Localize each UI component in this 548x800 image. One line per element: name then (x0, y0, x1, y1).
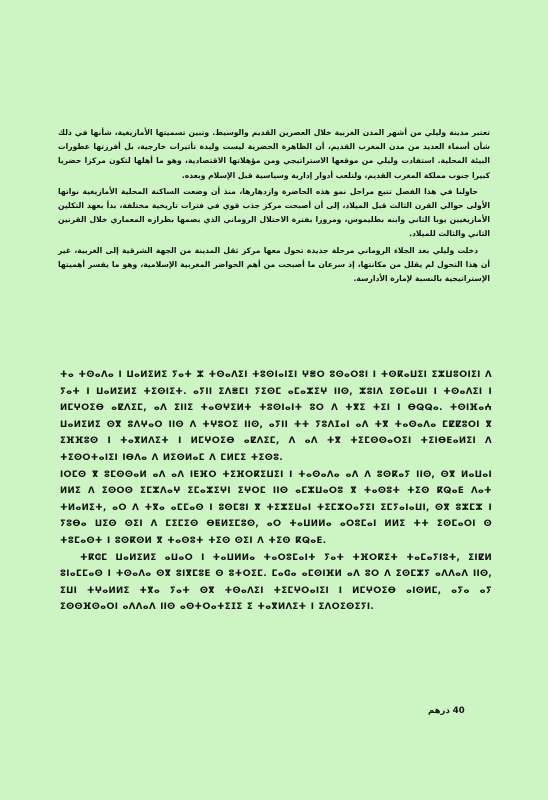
price-label: 40 درهم (428, 706, 465, 716)
arabic-text-block (58, 126, 490, 288)
tifinagh-text-block (60, 367, 492, 616)
tifinagh-paragraph-3: ⵜⴽⵛⵎ ⵡⴰⵍⵉⵍⵉ ⴰⵡⴰⵔ ⵏ ⵜⴰⵡⵍⵍⴰ ⵜⴰⵔⵓⵎⴰⵏⵜ ⵢⴰⵜ ⵜⴼⵔⴽⵉⵜ ⵜⴰⵎⴰⵢⵏⵓⵜ, ⵉⵏⵇⵍ ⵓⵏⴰⵎⵎⴰⵙ ⵏ ⵜⵙⴰⴷⴰ ⵙⴳ ⵓⵏⴳⵎⵓⴹ ⵙ ⵓⵜⵔⵉⵎ. ⵎⴰⵛⴰ ⴰⵎⵙⵏⴼⵍ ⴰⴷ ⵓⵔ ⴷ ⵉⵙⵎⵣⵢ ⴰⴷⴷⴰⴷ ⵏⵏⵙ, ⵉⵡⵏ ⵜⵖⴰⵍⵍⵉ ⵜⴳⴰ ⵢⴰⵜ ⵙⴳ ⵜⵙⴰⴷⵉⵏ ⵜⵉⵎⵖⵔⴰⵏⵉⵏ ⵏ ⵍⵎⵖⵔⵉⴱ ⴰⵏⵙⵍⵎ, ⴰⵢⴰ ⴰⵢ ⵉⵙⵙⴼⵙⴰⵔⵏ ⴰⴷⴷⴰⴷ ⵏⵏⵙ ⴰⵙⵜⵔⴰⵜⵉⵊⵉ ⵉ ⵜⴰⴳⵍⴷⵉⵜ ⵏ ⵉⴷⵔⵉⵙⵉⵢⵏ. (60, 552, 492, 613)
tifinagh-paragraph-1: ⵜⴰ ⵜⵙⴰⴷⴰ ⵏ ⵡⴰⵍⵉⵍⵉ ⵢⴰⵜ ⵣ ⵜⵙⴰⴷⵉⵏ ⵜⵓⵙⵏⴰⵏⵉⵏ ⵖⴻⵔ ⵓⵙⴰⵔⵓⵏ ⵏ ⵜⵙⴽⴰⵡⵉⵏ ⵉⵣⵡⵓⵔⵏⵉⵏ ⴷ ⵢⴰⵜ ⵏ ⵡⴰⵍⵉⵍⵉ ⵜⵉⵙⵏⵉⵜ. ⴰⵢⵏⵏ ⵉⴷⴻⵎⵏ ⵢⵉⵙⵎ ⴰⵎⴰⵣⵉⵖ ⵏⵏⵙ, ⵣⵓⵏⴷ ⵉⵙⵎⴰⵡⵏ ⵏ ⵜⵙⴰⴷⵉⵏ ⵏ ⵍⵎⵖⵔⵉⴱ ⴰⵇⴷⵉⵎ, ⴰⴷ ⵉⵏⵏⵉ ⵜⴰⵙⵖⵉⵍⵜ ⵜⵓⵙⵏⴰⵏⵜ ⵓⵔ ⴷ ⵜⴳⵉ ⵜⵉⵏ ⵏ ⴱⵕⵕⴰ. ⵜⵙⵏⴼⴰⵄ ⵡⴰⵍⵉⵍⵉ ⵙⴳ ⵓⴷⵖⴰⵔ ⵏⵏⵙ ⴷ ⵜⵖⵓⵔⵉ ⵏⵏⵙ, ⴰⵢⵏⵏ ⵜⵜ ⵢⵓⴷⵊⴰⵏ ⴰⴷ ⵜⴳ ⵜⴰⵙⴰⴷⴰ ⵎⵇⵇⵓⵔⵏ ⴳ ⵉⴼⴼⵓⵙ ⵏ ⵜⴰⴳⵍⴷⵉⵜ ⵏ ⵍⵎⵖⵔⵉⴱ ⴰⵇⴷⵉⵎ, ⴷ ⴰⴷ ⵜⴳ ⵜⵉⵎⵙⵙⴰⵔⵉⵏ ⵜⵉⵏⴱⴹⴰⵍⵉⵏ ⴷ ⵜⵉⵙⵔⵜⴰⵏⵉⵏ ⵏⴱⴷⴰ ⴷ ⵍⵉⵙⵍⴰⵎ ⴷ ⵎⵍⵎⵉ ⵜⵉⵙⵓ. (60, 370, 492, 463)
arabic-paragraph-2: حاولنا في هذا الفصل تتبع مراحل نمو هذه الحاضرة وازدهارها، منذ أن وضعت الساكنة المحلية الأمازيغية نواتها الأولى حوالي القرن الثالث قبل الميلاد، إلى أن أصبحت مركز جذب قوي في فترات تاريخية مختلفة، بدأ بعهد التكلين الأمازيغيين يوبا الثاني وابنه بطليموس، ومرورا بفترة الاحتلال الروماني الذي بصمها بطرازه المعماري خلال القرنين الثاني والثالث للميلاد. (58, 186, 490, 239)
arabic-paragraph-3: دخلت وليلي بعد الجلاء الروماني مرحلة جديدة تحول معها مركز ثقل المدينة من الجهة الشرقية إلى الغربية، غير أن هذا التحول لم يقلل من مكانتها، إذ سرعان ما أصبحت من أهم الحواضر المغربية الإسلامية، وهو ما يفسر أهميتها الإستراتيجية بالنسبة لإمارة الأدارسة. (58, 245, 490, 284)
tifinagh-paragraph-2: ⵏⵔⵎⵙ ⴳ ⵓⵎⵙⵙⴰⵍ ⴰⴷ ⴰⴷ ⵏⴹⴼⵔ ⵜⵉⴼⵔⴽⵉⵡⵉⵏ ⵏ ⵜⴰⵙⴰⴷⴰ ⴰⴷ ⴷ ⵓⵙⴽⴰⵢ ⵏⵏⵙ, ⵙⴳ ⵍⴰⵡⴰⵏ ⵍⵍⵉ ⴷ ⵉⵙⵔⵙ ⵉⵎⵣⴷⴰⵖ ⵉⵎⴰⵣⵉⵖⵏ ⵉⵖⵔⵎ ⵏⵏⵙ ⴰⵎⵣⵡⴰⵔⵓ ⴳ ⵜⴰⵙⵓⵜ ⵜⵉⵙ ⴽⵕⴰⴹ ⴷⴰⵜ ⵜⵍⴰⵍⵉⵜ, ⴰⵔ ⴷ ⵜⴳⴰ ⴰⵎⵎⴰⵙ ⵏ ⵓⵙⵎⵓⵏ ⴳ ⵜⵉⵣⵉⵡⴰⵏ ⵜⵉⵎⵣⵔⴰⵢⵉⵏ ⵉⵎⵢⴰⵏⴰⵡⵏ, ⵙⴳ ⵓⵣⵎⵣ ⵏ ⵢⵓⴱⴰ ⵡⵉⵙ ⵙⵉⵏ ⴷ ⵎⵉⵎⵉⵙ ⴱⵟⵍⵉⵎⵓⵙ, ⴰⵔ ⵜⴰⵡⵍⵍⴰ ⴰⵔⵓⵎⴰⵏ ⵍⵍⵉ ⵜⵜ ⵉⵙⵎⴰⵔⵏ ⵙ ⵜⵓⵎⴰⵙⵜ ⵏ ⵓⵙⴽⵙⵍ ⴳ ⵜⴰⵙⵓⵜ ⵜⵉⵙ ⵙⵉⵏ ⴷ ⵜⵉⵙ ⴽⵕⴰⴹ. (60, 469, 492, 546)
arabic-paragraph-1: تعتبر مدينة وليلي من أشهر المدن الغربية خلال العصرين القديم والوسيط. وتبين تسميتها الأمازيغية، شأنها في ذلك شأن أسماء العديد من مدن المغرب القديم، أن الظاهرة الحضرية ليست وليدة تأثيرات خارجية، بل أفرزتها عطورات البيئة المحلية. استفادت وليلي من موقعها الاستراتيجي ومن مؤهلاتها الاقتصادية، وهو ما أهلها لتكون مركزا حضريا كبيرا جنوب مملكة المغرب القديم، ولتلعب أدوار إدارية وسياسية قبل الإسلام وبعده. (58, 128, 490, 180)
